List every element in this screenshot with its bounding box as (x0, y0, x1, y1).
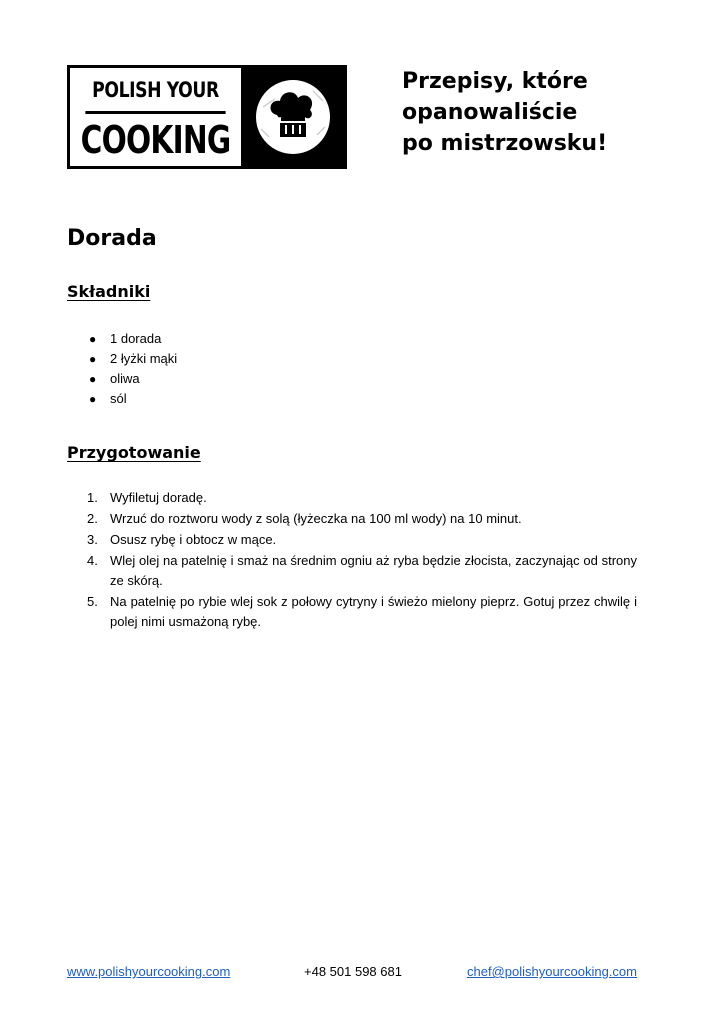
tagline-line-3: po mistrzowsku! (402, 131, 608, 156)
tagline (402, 66, 662, 159)
bullet-icon: ● (89, 352, 97, 366)
ingredients-heading: Składniki (67, 282, 151, 301)
website-link[interactable]: www.polishyourcooking.com (67, 964, 231, 979)
list-item (67, 389, 177, 409)
ingredient-text: 2 łyżki mąki (110, 351, 178, 366)
phone-number: +48 501 598 681 (304, 964, 402, 979)
list-item (67, 530, 637, 550)
tagline-line-1: Przepisy, które (402, 69, 588, 94)
footer (67, 964, 637, 984)
bullet-icon: ● (89, 372, 97, 386)
list-item (67, 509, 637, 529)
list-item (67, 488, 637, 508)
list-item (67, 349, 177, 369)
step-text: Wyfiletuj doradę. (110, 490, 207, 505)
step-text: Osusz rybę i obtocz w mące. (110, 532, 277, 547)
logo (67, 65, 347, 169)
list-item (67, 329, 177, 349)
step-number: 2. (87, 511, 98, 526)
logo-line-polish-your: POLISH YOUR (85, 68, 225, 114)
list-item (67, 551, 637, 591)
recipe-title: Dorada (67, 226, 157, 251)
logo-line-cooking: COOKING (80, 118, 231, 162)
email-link[interactable]: chef@polishyourcooking.com (466, 964, 637, 979)
bullet-icon: ● (89, 392, 97, 406)
ingredient-text: sól (110, 391, 127, 406)
ingredient-text: oliwa (110, 371, 140, 386)
step-number: 5. (87, 594, 98, 609)
steps-list (67, 488, 637, 633)
step-text: Na patelnię po rybie wlej sok z połowy cytryny i świeżo mielony pieprz. Gotuj przez chwilę i polej nimi usmażoną rybę. (110, 594, 637, 629)
step-text: Wrzuć do roztworu wody z solą (łyżeczka na 100 ml wody) na 10 minut. (110, 511, 522, 526)
ingredients-list (67, 329, 177, 409)
chef-hat-icon (241, 68, 344, 166)
bullet-icon: ● (89, 332, 97, 346)
step-number: 3. (87, 532, 98, 547)
logo-wordmark (70, 68, 241, 166)
steps-heading: Przygotowanie (67, 443, 201, 462)
tagline-line-2: opanowaliście (402, 100, 578, 125)
ingredient-text: 1 dorada (110, 331, 162, 346)
list-item (67, 592, 637, 632)
list-item (67, 369, 177, 389)
step-number: 4. (87, 553, 98, 568)
step-text: Wlej olej na patelnię i smaż na średnim ogniu aż ryba będzie złocista, zaczynając od strony ze skórą. (110, 553, 637, 588)
step-number: 1. (87, 490, 98, 505)
